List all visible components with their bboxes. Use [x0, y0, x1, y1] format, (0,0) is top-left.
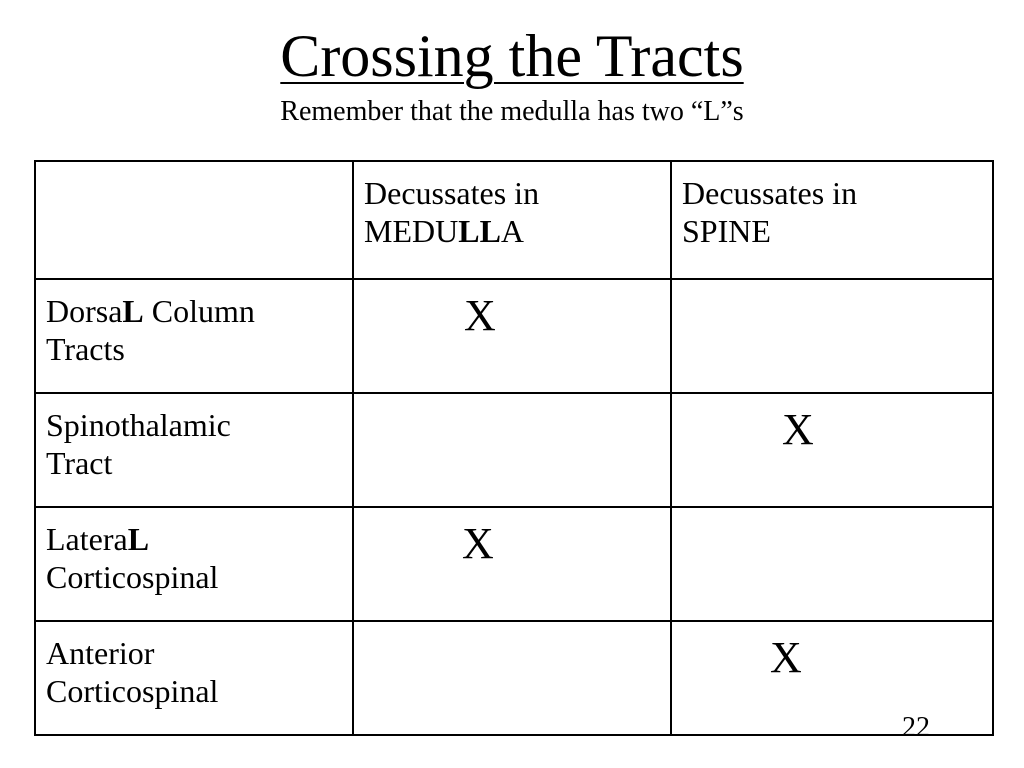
row-label-pre: Spinothalamic: [46, 407, 231, 443]
table-row: [35, 507, 993, 621]
header-corner-cell: [35, 161, 353, 279]
row-label-pre: Anterior: [46, 635, 155, 671]
row-label: [35, 507, 353, 621]
header-medulla-line2-bold: LL: [458, 213, 501, 249]
decussation-table: [34, 160, 994, 736]
row-label-line2: Corticospinal: [46, 673, 219, 709]
spine-cell: [671, 279, 993, 393]
medulla-cell: [353, 393, 671, 507]
row-label-pre: Dorsa: [46, 293, 123, 329]
header-medulla-line2-post: A: [500, 213, 525, 249]
medulla-cell: [353, 621, 671, 735]
page-number: 22: [902, 712, 930, 743]
row-label: [35, 279, 353, 393]
header-medulla-line1: Decussates in: [364, 175, 540, 211]
header-medulla-line2-pre: MEDU: [364, 213, 459, 249]
medulla-mark: X: [464, 291, 496, 340]
slide-subtitle: Remember that the medulla has two “L”s: [280, 96, 744, 127]
spine-mark: X: [782, 405, 814, 454]
row-label-line2: Corticospinal: [46, 559, 219, 595]
row-label-line2: Tract: [46, 445, 113, 481]
spine-cell: [671, 393, 993, 507]
row-label: [35, 393, 353, 507]
header-spine-line2: SPINE: [682, 213, 771, 249]
spine-cell: [671, 621, 993, 735]
slide-title: Crossing the Tracts: [280, 23, 744, 89]
table-header-row: [35, 161, 993, 279]
medulla-cell: [353, 507, 671, 621]
row-label-pre: Latera: [46, 521, 128, 557]
header-spine: [671, 161, 993, 279]
row-label: [35, 621, 353, 735]
header-spine-line1: Decussates in: [682, 175, 858, 211]
medulla-mark: X: [462, 519, 494, 568]
table-row: [35, 621, 993, 735]
spine-cell: [671, 507, 993, 621]
row-label-bold: L: [127, 521, 150, 557]
table-row: [35, 279, 993, 393]
row-label-line2: Tracts: [46, 331, 125, 367]
row-label-post: Column: [143, 293, 255, 329]
row-label-bold: L: [122, 293, 144, 329]
medulla-cell: [353, 279, 671, 393]
header-medulla: [353, 161, 671, 279]
spine-mark: X: [770, 633, 802, 682]
table-row: [35, 393, 993, 507]
